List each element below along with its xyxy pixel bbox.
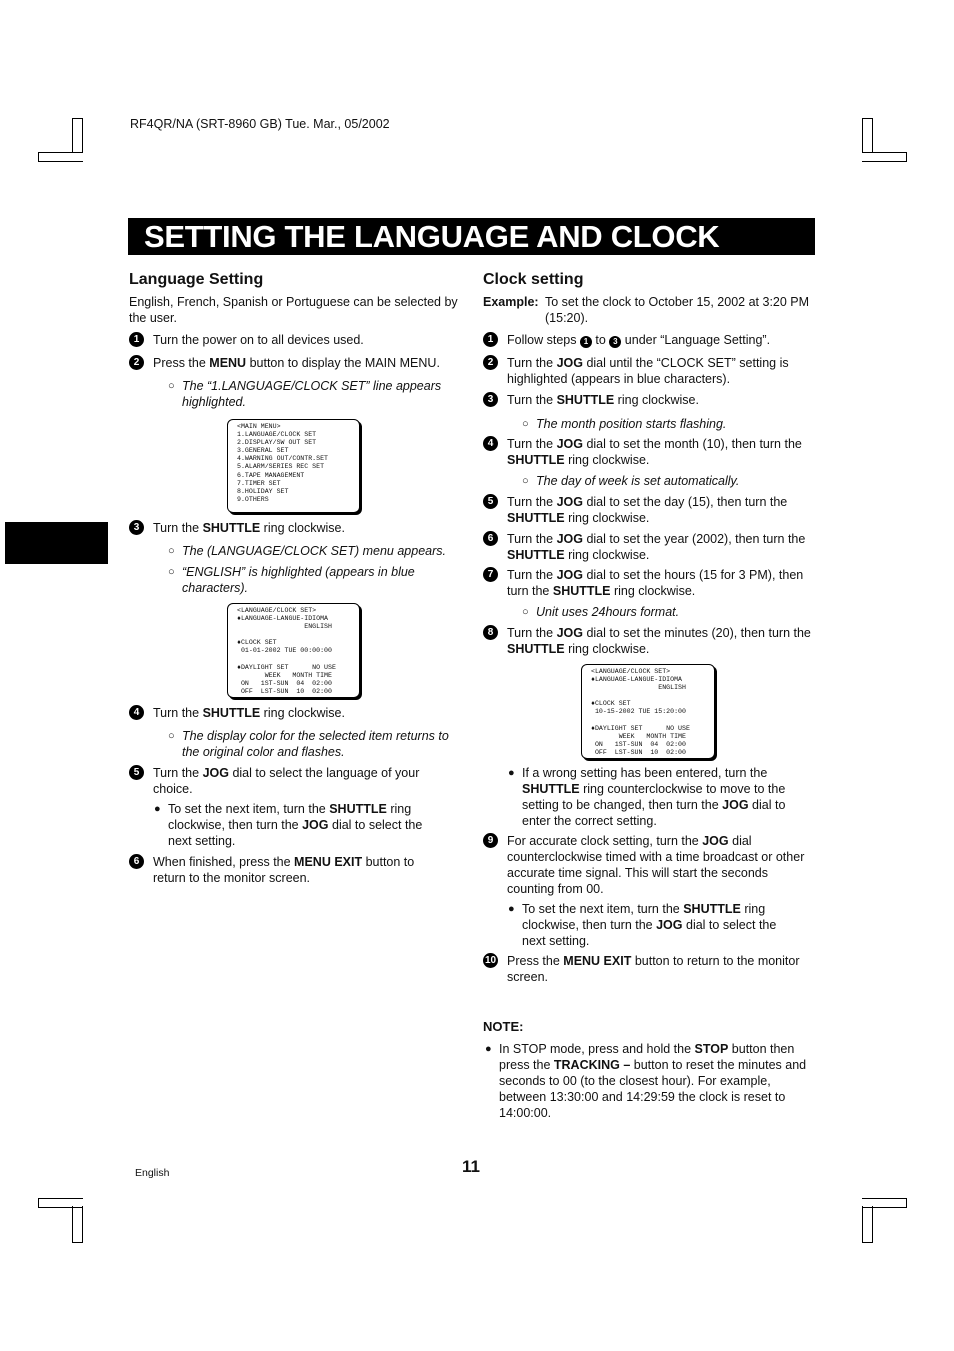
note-bullet: ● In STOP mode, press and hold the STOP button then press the TRACKING – button to reset the minutes and seconds to 00 (to the closest hour). For example, between 13:30:00 and 14:29:59 the clock is reset to 14:00:00. — [485, 1042, 807, 1120]
step-number-2: 2 — [483, 355, 498, 370]
clock-step-3-note: ○ The month position starts flashing. — [522, 417, 727, 431]
step-number-3: 3 — [483, 392, 498, 407]
step-number-8: 8 — [483, 625, 498, 640]
crop-mark-top-right-v — [862, 118, 873, 153]
step-number-1: 1 — [483, 332, 498, 347]
clock-step-2: 2 Turn the JOG dial until the “CLOCK SET” setting is highlighted (appears in blue characters). — [507, 355, 815, 387]
lang-step-2: 2 Press the MENU button to display the MAIN MENU. — [153, 355, 461, 371]
step-number-6: 6 — [483, 531, 498, 546]
clock-step-8-bullet: ● If a wrong setting has been entered, turn the SHUTTLE ring counterclockwise to move to the setting to be changed, then turn the JOG dial to enter the correct setting. — [508, 766, 786, 828]
crop-mark-top-right — [862, 152, 907, 162]
step-number-2: 2 — [129, 355, 144, 370]
main-menu-screen: <MAIN MENU> 1.LANGUAGE/CLOCK SET 2.DISPLAY/SW OUT SET 3.GENERAL SET 4.WARNING OUT/CONTR.SET 5.ALARM/SERIES REC SET 6.TAPE MANAGEMENT 7.TIMER SET 8.HOLIDAY SET 9.OTHERS — [227, 419, 360, 513]
step-number-10: 10 — [484, 955, 497, 966]
step-number-6: 6 — [129, 854, 144, 869]
lang-step-3-note-b: ○ “ENGLISH” is highlighted (appears in blue characters). — [168, 565, 415, 595]
lang-step-3-note-a: ○ The (LANGUAGE/CLOCK SET) menu appears. — [168, 544, 446, 558]
clock-step-8: 8 Turn the JOG dial to set the minutes (20), then turn the SHUTTLE ring clockwise. — [507, 625, 815, 657]
language-section — [129, 270, 461, 885]
lang-step-5-bullet: ● To set the next item, turn the SHUTTLE ring clockwise, then turn the JOG dial to select the next setting. — [154, 802, 423, 848]
footer-language: English — [135, 1167, 170, 1179]
crop-mark-top-left-v — [72, 118, 83, 153]
clock-step-9: 9 For accurate clock setting, turn the JOG dial counterclockwise timed with a time broadcast or other accurate time signal. This will start the seconds counting from 00. — [507, 833, 813, 897]
page-number: 11 — [462, 1157, 480, 1176]
note-heading: NOTE: — [483, 1019, 524, 1034]
step-number-9: 9 — [483, 833, 498, 848]
clock-step-5: 5 Turn the JOG dial to set the day (15), then turn the SHUTTLE ring clockwise. — [507, 494, 815, 526]
clock-section — [483, 270, 815, 1120]
language-heading: Language Setting — [129, 271, 264, 288]
clock-step-7-note: ○ Unit uses 24hours format. — [522, 605, 680, 619]
step-number-1: 1 — [129, 332, 144, 347]
lang-step-4: 4 Turn the SHUTTLE ring clockwise. — [153, 705, 461, 721]
lang-step-2-note: ○ The “1.LANGUAGE/CLOCK SET” line appears highlighted. — [168, 379, 442, 409]
lang-step-3: 3 Turn the SHUTTLE ring clockwise. — [153, 520, 461, 536]
step-number-5: 5 — [129, 765, 144, 780]
lang-step-6: 6 When finished, press the MENU EXIT button to return to the monitor screen. — [153, 854, 443, 886]
crop-mark-bottom-right-v — [862, 1206, 873, 1243]
clock-step-7: 7 Turn the JOG dial to set the hours (15 for 3 PM), then turn the SHUTTLE ring clockwise. — [507, 567, 815, 599]
page-title: SETTING THE LANGUAGE AND CLOCK — [128, 218, 815, 255]
lang-step-4-note: ○ The display color for the selected item returns to the original color and flashes. — [168, 729, 449, 759]
clock-step-6: 6 Turn the JOG dial to set the year (2002), then turn the SHUTTLE ring clockwise. — [507, 531, 815, 563]
step-number-5: 5 — [483, 494, 498, 509]
lang-step-5: 5 Turn the JOG dial to select the language of your choice. — [153, 765, 443, 797]
language-intro: English, French, Spanish or Portuguese can be selected by the user. — [129, 295, 458, 325]
clock-example: Example: To set the clock to October 15, 2002 at 3:20 PM (15:20). — [483, 295, 810, 325]
document-code: RF4QR/NA (SRT-8960 GB) Tue. Mar., 05/2002 — [130, 117, 390, 131]
step-number-7: 7 — [483, 567, 498, 582]
clock-step-1: 1 Follow steps 1 to 3 under “Language Setting”. — [507, 332, 815, 348]
lang-step-1: 1 Turn the power on to all devices used. — [153, 332, 461, 348]
language-clock-screen: <LANGUAGE/CLOCK SET> ♦LANGUAGE-LANGUE-IDIOMA ENGLISH ♦CLOCK SET 01-01-2002 TUE 00:00:00 ♦DAYLIGHT SET NO USE WEEK MONTH TIME ON 1ST-SUN 04 02:00 OFF LST-SUN 10 02:00 — [227, 603, 360, 698]
clock-step-9-bullet: ● To set the next item, turn the SHUTTLE ring clockwise, then turn the JOG dial to select the next setting. — [508, 902, 777, 948]
step-number-4: 4 — [129, 705, 144, 720]
clock-step-4: 4 Turn the JOG dial to set the month (10), then turn the SHUTTLE ring clockwise. — [507, 436, 815, 468]
clock-step-4-note: ○ The day of week is set automatically. — [522, 474, 740, 488]
clock-heading: Clock setting — [483, 271, 584, 288]
step-number-4: 4 — [483, 436, 498, 451]
section-tab — [5, 522, 108, 564]
clock-step-3: 3 Turn the SHUTTLE ring clockwise. — [507, 392, 815, 408]
clock-set-screen: <LANGUAGE/CLOCK SET> ♦LANGUAGE-LANGUE-IDIOMA ENGLISH ♦CLOCK SET 10-15-2002 TUE 15:20:00 ♦DAYLIGHT SET NO USE WEEK MONTH TIME ON 1ST-SUN 04 02:00 OFF LST-SUN 10 02:00 — [581, 664, 715, 759]
crop-mark-top-left — [38, 152, 83, 162]
clock-step-10: 10 Press the MENU EXIT button to return to the monitor screen. — [484, 954, 800, 984]
crop-mark-bottom-left-v — [72, 1206, 83, 1243]
step-number-3: 3 — [129, 520, 144, 535]
